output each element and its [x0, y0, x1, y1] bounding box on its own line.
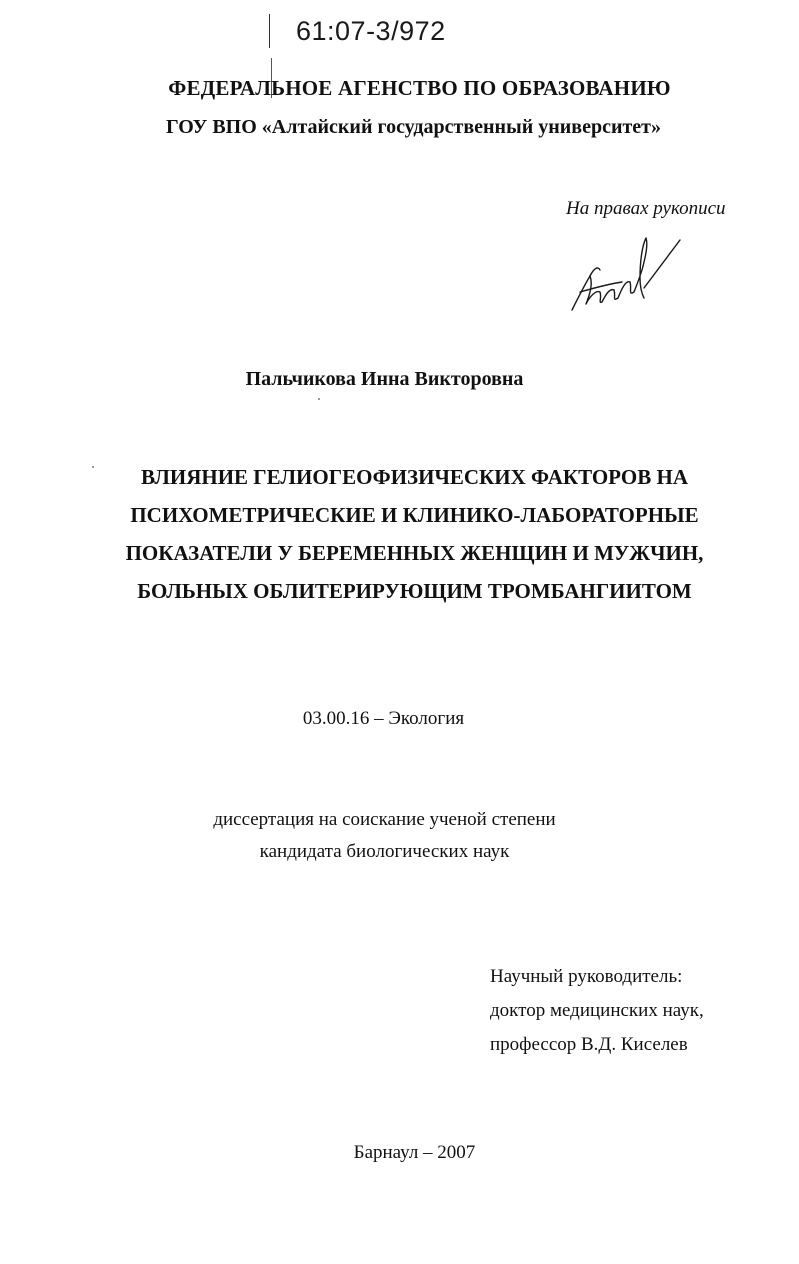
scan-speck	[318, 398, 320, 400]
supervisor-line: доктор медицинских наук,	[490, 1000, 704, 1021]
title-line: ВЛИЯНИЕ ГЕЛИОГЕОФИЗИЧЕСКИХ ФАКТОРОВ НА	[141, 465, 688, 489]
manuscript-note: На правах рукописи	[566, 198, 726, 219]
supervisor-line: профессор В.Д. Киселев	[490, 1034, 688, 1055]
degree-line: кандидата биологических наук	[259, 841, 510, 862]
author-name: Пальчикова Инна Викторовна	[245, 368, 524, 390]
university-heading: ГОУ ВПО «Алтайский государственный университет»	[165, 116, 661, 138]
dissertation-title	[15, 458, 799, 610]
degree-line: диссертация на соискание ученой степени	[213, 809, 556, 830]
supervisor-block	[490, 960, 704, 1062]
title-line: ПОКАЗАТЕЛИ У БЕРЕМЕННЫХ ЖЕНЩИН И МУЖЧИН,	[125, 541, 704, 565]
supervisor-line: Научный руководитель:	[490, 966, 683, 987]
scan-line	[269, 14, 270, 48]
title-line: БОЛЬНЫХ ОБЛИТЕРИРУЮЩИМ ТРОМБАНГИИТОМ	[137, 579, 692, 603]
title-line: ПСИХОМЕТРИЧЕСКИЕ И КЛИНИКО-ЛАБОРАТОРНЫЕ	[130, 503, 699, 527]
agency-heading: ФЕДЕРАЛЬНОЕ АГЕНСТВО ПО ОБРАЗОВАНИЮ	[168, 76, 671, 100]
place-year: Барнаул – 2007	[353, 1142, 476, 1163]
handwritten-signature	[560, 232, 690, 322]
degree-statement	[0, 804, 784, 868]
catalog-number: 61:07-3/972	[296, 16, 446, 46]
specialty-code: 03.00.16 – Экология	[302, 708, 465, 729]
